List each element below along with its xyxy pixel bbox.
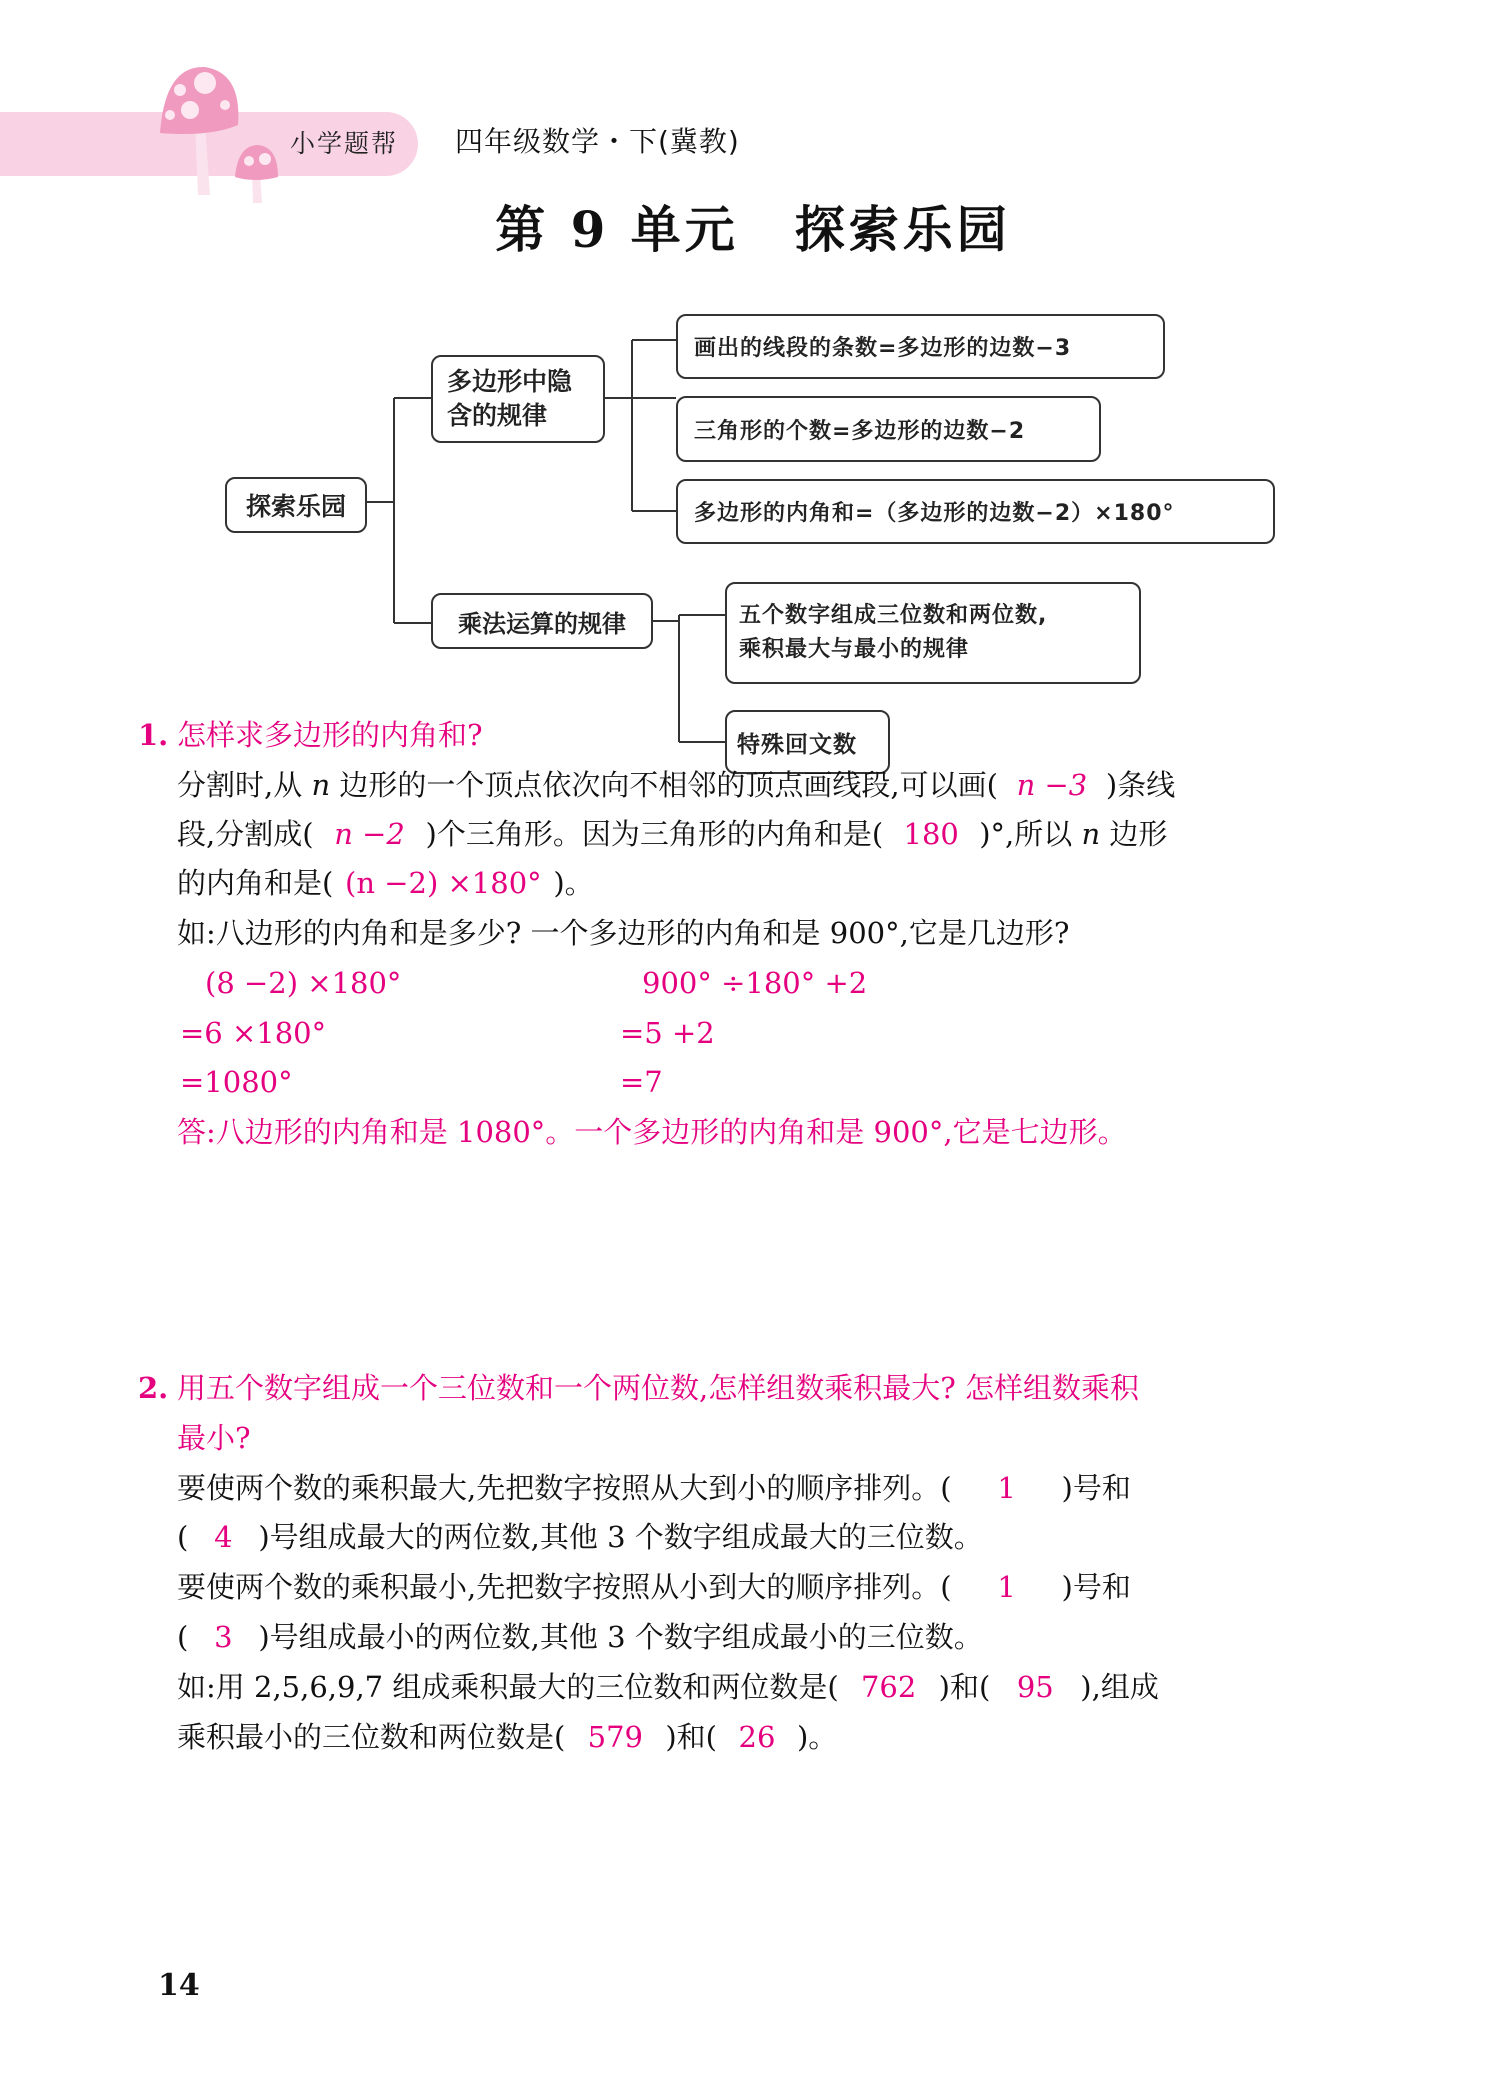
- q1-blank-180: 180: [903, 817, 959, 851]
- q2-max-blank-2: 4: [214, 1520, 233, 1554]
- mindmap-leaf-segments: 画出的线段的条数=多边形的边数−3: [676, 314, 1165, 379]
- mindmap-leaf-angle-sum: 多边形的内角和=（多边形的边数−2）×180°: [676, 479, 1275, 544]
- q1-calc-right-2: =5 +2: [620, 1016, 715, 1050]
- q1-answer: 答:八边形的内角和是 1080°。一个多边形的内角和是 900°,它是七边形。: [177, 1115, 1127, 1149]
- q2-ex-blank-4: 26: [738, 1720, 776, 1754]
- q2-max-line2: ( 4 )号组成最大的两位数,其他 3 个数字组成最大的三位数。: [177, 1517, 983, 1557]
- q1-line1: 分割时,从 n 边形的一个顶点依次向不相邻的顶点画线段,可以画( n −3 )条线: [177, 765, 1175, 805]
- page-number: 14: [158, 1968, 200, 2003]
- q1-blank-segments: n −3: [1016, 768, 1088, 802]
- book-subtitle: 四年级数学・下(冀教): [455, 125, 740, 158]
- q1-line3: 的内角和是( (n −2) ×180° )。: [177, 863, 594, 903]
- q2-ex-blank-1: 762: [860, 1670, 917, 1704]
- q2-min-line1: 要使两个数的乘积最小,先把数字按照从小到大的顺序排列。( 1 )号和: [177, 1567, 1131, 1607]
- q1-calc-left-3: =1080°: [180, 1065, 293, 1099]
- q1-line2: 段,分割成( n −2 )个三角形。因为三角形的内角和是( 180 )°,所以 n 边形: [177, 814, 1167, 854]
- q1-number: 1.: [138, 718, 169, 752]
- q2-min-blank-2: 3: [214, 1620, 233, 1654]
- mindmap-node-polygon-rules: 多边形中隐 含的规律: [431, 355, 605, 443]
- q1-calc-left-1: (8 −2) ×180°: [205, 966, 402, 1000]
- q2-example-line1: 如:用 2,5,6,9,7 组成乘积最大的三位数和两位数是( 762 )和( 95 ),组成: [177, 1667, 1159, 1707]
- q1-calc-right-1: 900° ÷180° +2: [642, 966, 868, 1000]
- q2-min-line2: ( 3 )号组成最小的两位数,其他 3 个数字组成最小的三位数。: [177, 1617, 983, 1657]
- q2-ex-blank-3: 579: [587, 1720, 643, 1754]
- mindmap-root-node: 探索乐园: [225, 477, 367, 533]
- q2-example-line2: 乘积最小的三位数和两位数是( 579 )和( 26 )。: [177, 1717, 837, 1757]
- q2-question-line1: 用五个数字组成一个三位数和一个两位数,怎样组数乘积最大? 怎样组数乘积: [177, 1371, 1139, 1405]
- q2-max-line1: 要使两个数的乘积最大,先把数字按照从大到小的顺序排列。( 1 )号和: [177, 1468, 1131, 1508]
- q2-number: 2.: [138, 1371, 169, 1405]
- q1-example: 如:八边形的内角和是多少? 一个多边形的内角和是 900°,它是几边形?: [177, 916, 1070, 950]
- q1-calc-right-3: =7: [620, 1065, 663, 1099]
- q1-question: 怎样求多边形的内角和?: [177, 718, 483, 752]
- q1-calc-left-2: =6 ×180°: [180, 1016, 327, 1050]
- brand-label: 小学题帮: [290, 129, 399, 158]
- mindmap-node-multiplication-rules: 乘法运算的规律: [431, 593, 653, 649]
- q2-ex-blank-2: 95: [1016, 1670, 1054, 1704]
- q2-question-line2: 最小?: [177, 1421, 251, 1455]
- q1-blank-formula: (n −2) ×180°: [345, 866, 542, 900]
- mindmap-leaf-palindrome: 特殊回文数: [725, 710, 890, 774]
- unit-name: 探索乐园: [794, 200, 1011, 259]
- q1-blank-triangles: n −2: [334, 817, 405, 851]
- mindmap-leaf-five-digits: 五个数字组成三位数和两位数, 乘积最大与最小的规律: [725, 582, 1141, 684]
- q2-max-blank-1: 1: [997, 1471, 1016, 1505]
- unit-number: 第 9 单元: [495, 200, 739, 259]
- mindmap-leaf-triangles: 三角形的个数=多边形的边数−2: [676, 396, 1101, 462]
- q2-min-blank-1: 1: [997, 1570, 1016, 1604]
